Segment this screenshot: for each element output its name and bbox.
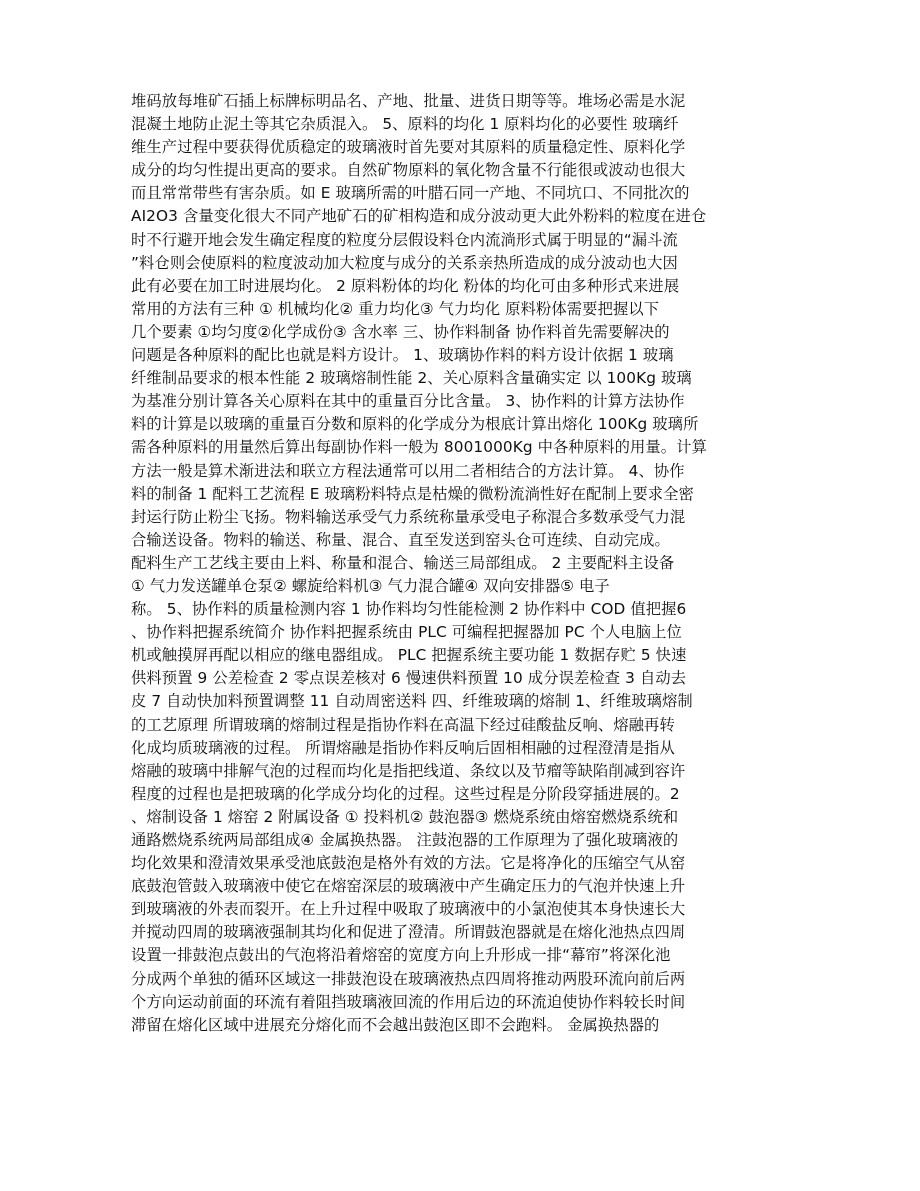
text-line: 、协作料把握系统简介 协作料把握系统由 PLC 可编程把握器加 PC 个人电脑上位 — [131, 623, 682, 642]
text-line: 料的制备 1 配料工艺流程 E 玻璃粉料特点是枯燥的微粉流淌性好在配制上要求全密 — [131, 484, 694, 503]
text-line: 底鼓泡管鼓入玻璃液中使它在熔窑深层的玻璃液中产生确定压力的气泡并快速上升 — [131, 877, 686, 896]
text-line: 通路燃烧系统两局部组成④ 金属换热器。 注鼓泡器的工作原理为了强化玻璃液的 — [131, 831, 679, 849]
text-line: 供料预置 9 公差检查 2 零点误差核对 6 慢速供料预置 10 成分误差检查 3 自动去 — [131, 669, 687, 688]
text-line: 均化效果和澄清效果承受池底鼓泡是格外有效的方法。它是将净化的压缩空气从窑 — [131, 854, 686, 873]
text-line: 常用的方法有三种 ① 机械均化② 重力均化③ 气力均化 原料粉体需要把握以下 — [131, 299, 660, 318]
text-line: 方法一般是算术渐进法和联立方程法通常可以用二者相结合的方法计算。 4、协作 — [131, 461, 685, 480]
text-line: 维生产过程中要获得优质稳定的玻璃液时首先要对其原料的质量稳定性、原料化学 — [131, 138, 686, 157]
text-line: 混凝土地防止泥土等其它杂质混入。 5、原料的均化 1 原料均化的必要性 玻璃纤 — [131, 115, 679, 134]
text-line: ① 气力发送罐单仓泵② 螺旋给料机③ 气力混合罐④ 双向安排器⑤ 电子 — [131, 576, 610, 595]
text-line: 几个要素 ①均匀度②化学成份③ 含水率 三、协作料制备 协作料首先需要解决的 — [131, 322, 670, 341]
text-line: ”料仓则会使原料的粒度波动加大粒度与成分的关系亲热所造成的成分波动也大因 — [131, 253, 678, 272]
text-line: 机或触摸屏再配以相应的继电器组成。 PLC 把握系统主要功能 1 数据存贮 5 快速 — [131, 646, 687, 665]
text-line: 此有必要在加工时进展均化。 2 原料粉体的均化 粉体的均化可由多种形式来进展 — [131, 276, 680, 295]
text-line: 化成均质玻璃液的过程。 所谓熔融是指协作料反响后固相相融的过程澄清是指从 — [131, 738, 675, 757]
text-line: 滞留在熔化区域中进展充分熔化而不会越出鼓泡区即不会跑料。 金属换热器的 — [131, 1015, 660, 1034]
text-line: 个方向运动前面的环流有着阻挡玻璃液回流的作用后边的环流迫使协作料较长时间 — [131, 992, 686, 1011]
document-body — [131, 90, 793, 1037]
text-line: 皮 7 自动快加料预置调整 11 自动周密送料 四、纤维玻璃的熔制 1、纤维玻璃熔制 — [131, 692, 693, 711]
text-line: 并搅动四周的玻璃液强制其均化和促进了澄清。所谓鼓泡器就是在熔化池热点四周 — [131, 923, 686, 942]
text-line: 料的计算是以玻璃的重量百分数和原料的化学成分为根底计算出熔化 100Kg 玻璃所 — [131, 415, 699, 434]
text-line: 时不行避开地会发生确定程度的粒度分层假设料仓内流淌形式属于明显的“漏斗流 — [131, 230, 678, 249]
text-line: 合输送设备。物料的输送、称量、混合、直至发送到窑头仓可连续、自动完成。 — [131, 530, 670, 549]
text-line: 成分的均匀性提出更高的要求。自然矿物原料的氧化物含量不行能很或波动也很大 — [131, 161, 686, 180]
text-line: 程度的过程也是把玻璃的化学成分均化的过程。这些过程是分阶段穿插进展的。2 — [131, 784, 680, 803]
text-line: 、熔制设备 1 熔窑 2 附属设备 ① 投料机② 鼓泡器③ 燃烧系统由熔窑燃烧系统和 — [131, 807, 679, 826]
text-line: 而且常常带些有害杂质。如 E 玻璃所需的叶腊石同一产地、不同坑口、不同批次的 — [131, 184, 690, 203]
text-line: 堆码放每堆矿石插上标牌标明品名、产地、批量、进货日期等等。堆场必需是水泥 — [131, 92, 686, 110]
text-line: 需各种原料的用量然后算出每副协作料一般为 8001000Kg 中各种原料的用量。计算 — [131, 438, 707, 457]
text-line: 封运行防止粉尘飞扬。物料输送承受气力系统称量承受电子称混合多数承受气力混 — [131, 507, 686, 526]
text-line: 纤维制品要求的根本性能 2 玻璃熔制性能 2、关心原料含量确实定 以 100Kg 玻璃 — [131, 369, 692, 388]
text-line: 设置一排鼓泡点鼓出的气泡将沿着熔窑的宽度方向上升形成一排“幕帘”将深化池 — [131, 946, 671, 965]
text-line: 的工艺原理 所谓玻璃的熔制过程是指协作料在高温下经过硅酸盐反响、熔融再转 — [131, 715, 675, 734]
text-line: 熔融的玻璃中排解气泡的过程而均化是指把线道、条纹以及节瘤等缺陷削减到容许 — [131, 761, 686, 780]
text-line: 问题是各种原料的配比也就是料方设计。 1、玻璃协作料的料方设计依据 1 玻璃 — [131, 346, 674, 365]
text-line: 到玻璃液的外表而裂开。在上升过程中吸取了玻璃液中的小氯泡使其本身快速长大 — [131, 900, 686, 919]
text-line: AI2O3 含量变化很大不同产地矿石的矿相构造和成分波动更大此外粉料的粒度在进仓 — [131, 207, 707, 226]
text-line: 配料生产工艺线主要由上料、称量和混合、输送三局部组成。 2 主要配料主设备 — [131, 553, 675, 572]
text-line: 称。 5、协作料的质量检测内容 1 协作料均匀性能检测 2 协作料中 COD 值把握6 — [131, 600, 687, 619]
text-line: 分成两个单独的循环区域这一排鼓泡设在玻璃液热点四周将推动两股环流向前后两 — [131, 969, 686, 988]
text-line: 为基准分别计算各关心原料在其中的重量百分比含量。 3、协作料的计算方法协作 — [131, 392, 685, 411]
